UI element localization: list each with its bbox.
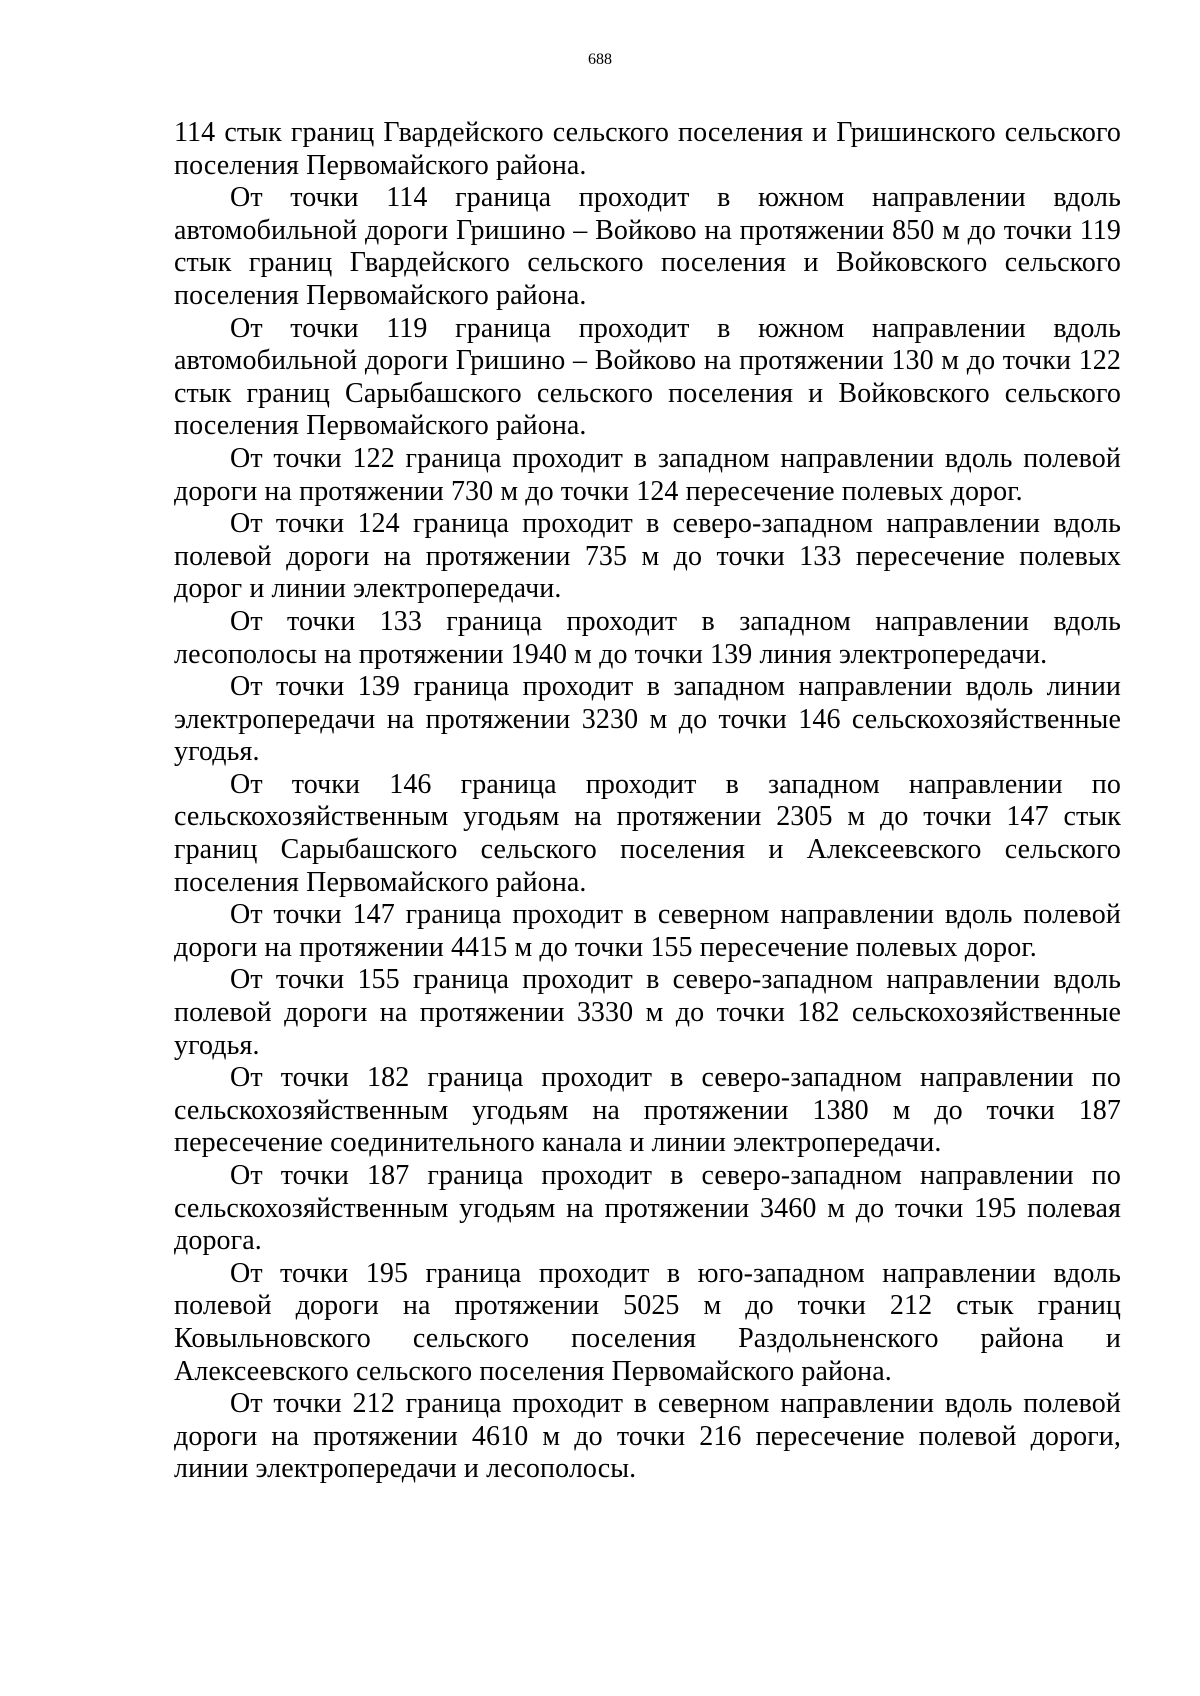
paragraph: От точки 155 граница проходит в северо-западном направлении вдоль полевой дороги на протяжении 3330 м до точки 182 сельскохозяйственные угодья.: [174, 964, 1121, 1061]
paragraph: От точки 139 граница проходит в западном направлении вдоль линии электропередачи на протяжении 3230 м до точки 146 сельскохозяйственные угодья.: [174, 671, 1121, 768]
paragraph: От точки 114 граница проходит в южном направлении вдоль автомобильной дороги Гришино – Войково на протяжении 850 м до точки 119 стык границ Гвардейского сельского поселения и Войковского сельского поселения Первомайского района.: [174, 182, 1121, 311]
page-number: 688: [588, 51, 612, 68]
paragraph: От точки 187 граница проходит в северо-западном направлении по сельскохозяйственным угодьям на протяжении 3460 м до точки 195 полевая дорога.: [174, 1160, 1121, 1257]
paragraph: От точки 195 граница проходит в юго-западном направлении вдоль полевой дороги на протяжении 5025 м до точки 212 стык границ Ковыльновского сельского поселения Раздольненского района и Алексеевского сельского поселения Первомайского района.: [174, 1257, 1121, 1387]
paragraph-continuation: 114 стык границ Гвардейского сельского поселения и Гришинского сельского поселения Первомайского района.: [174, 117, 1121, 181]
paragraph: От точки 147 граница проходит в северном направлении вдоль полевой дороги на протяжении 4415 м до точки 155 пересечение полевых дорог.: [174, 899, 1121, 963]
document-body: [174, 117, 1121, 1486]
paragraph: От точки 182 граница проходит в северо-западном направлении по сельскохозяйственным угодьям на протяжении 1380 м до точки 187 пересечение соединительного канала и линии электропередачи.: [174, 1062, 1121, 1159]
paragraph: От точки 124 граница проходит в северо-западном направлении вдоль полевой дороги на протяжении 735 м до точки 133 пересечение полевых дорог и линии электропередачи.: [174, 508, 1121, 605]
paragraph: От точки 212 граница проходит в северном направлении вдоль полевой дороги на протяжении 4610 м до точки 216 пересечение полевой дороги, линии электропередачи и лесополосы.: [174, 1388, 1121, 1485]
paragraph: От точки 146 граница проходит в западном направлении по сельскохозяйственным угодьям на протяжении 2305 м до точки 147 стык границ Сарыбашского сельского поселения и Алексеевского сельского поселения Первомайского района.: [174, 768, 1121, 898]
paragraph: От точки 122 граница проходит в западном направлении вдоль полевой дороги на протяжении 730 м до точки 124 пересечение полевых дорог.: [174, 442, 1121, 507]
paragraph: От точки 133 граница проходит в западном направлении вдоль лесополосы на протяжении 1940 м до точки 139 линия электропередачи.: [174, 605, 1121, 670]
paragraph: От точки 119 граница проходит в южном направлении вдоль автомобильной дороги Гришино – Войково на протяжении 130 м до точки 122 стык границ Сарыбашского сельского поселения и Войковского сельского поселения Первомайского района.: [174, 312, 1121, 442]
